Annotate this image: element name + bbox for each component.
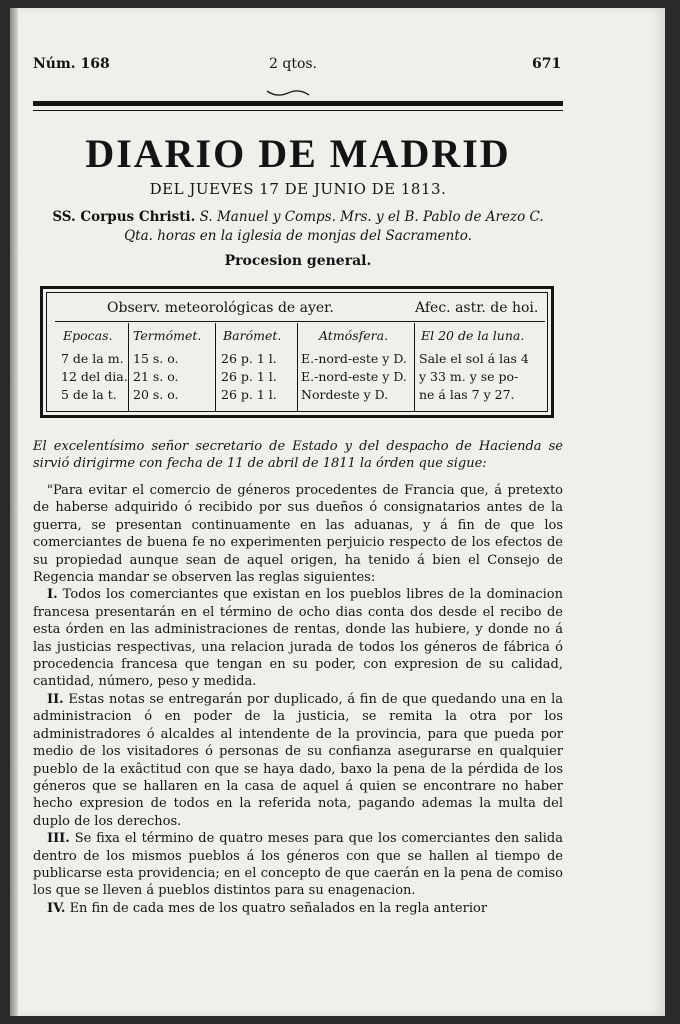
cell-barometro: 26 p. 1 l.: [221, 369, 277, 384]
cell-termometro: 15 s. o.: [133, 351, 179, 366]
ornament-swash-icon: [265, 88, 311, 98]
newspaper-page: [10, 8, 665, 1016]
cell-atmosfera: Nordeste y D.: [301, 387, 389, 402]
cell-termometro: 20 s. o.: [133, 387, 179, 402]
cell-atmosfera: E.-nord-este y D.: [301, 351, 407, 366]
weather-table-inner: [46, 292, 548, 412]
page-spine: [10, 8, 18, 1016]
saints-line-1: [33, 208, 563, 227]
feast-name: SS. Corpus Christi.: [52, 209, 196, 225]
astro-heading: Afec. astr. de hoi.: [415, 300, 539, 316]
procession-notice: Procesion general.: [224, 253, 372, 269]
col-header-termometro: Termómet.: [133, 328, 202, 343]
header-rule-thin: [33, 110, 563, 111]
cell-astro: Sale el sol á las 4: [419, 351, 529, 366]
rule-numeral: III.: [47, 831, 70, 847]
col-divider: [215, 323, 216, 411]
cell-termometro: 21 s. o.: [133, 369, 179, 384]
rule-text: Todos los comerciantes que existan en los pueblos libres de la dominacion francesa presentarán en el término de ocho dias conta dos desde el recibo de esta órden en las administraciones de rentas, donde las hubiere, y donde no á las justicias respectivas, una relacion jurada de todos los géneros de fábrica ó procedencia francesa que tengan en su poder, con expresion de su calidad, cantidad, número, peso y medida.: [33, 587, 563, 690]
rule-paragraph: [33, 691, 563, 830]
saints-line-2: Qta. horas en la iglesia de monjas del Sacramento.: [124, 228, 472, 244]
dateline: DEL JUEVES 17 DE JUNIO DE 1813.: [149, 180, 447, 198]
cell-barometro: 26 p. 1 l.: [221, 351, 277, 366]
saints-names: S. Manuel y Comps. Mrs. y el B. Pablo de Arezo C.: [199, 209, 544, 225]
cell-epoca: 7 de la m.: [61, 351, 124, 366]
cell-epoca: 12 del dia.: [61, 369, 128, 384]
header-rule-thick: [33, 101, 563, 106]
page-number: 671: [532, 56, 562, 72]
article-intro: El excelentísimo señor secretario de Estado y del despacho de Hacienda se sirvió dirigirme con fecha de 11 de abril de 1811 la órden que sigue:: [33, 439, 563, 471]
article-body: [33, 482, 563, 917]
rule-numeral: II.: [47, 691, 64, 707]
col-header-atmosfera: Atmósfera.: [319, 328, 389, 343]
header-strip: [33, 8, 563, 108]
saints-of-day: [33, 208, 563, 246]
cell-atmosfera: E.-nord-este y D.: [301, 369, 407, 384]
rule-text: Se fixa el término de quatro meses para que los comerciantes den salida dentro de los mismos pueblos á los géneros con que se hallen al tiempo de publicarse esta providencia; en el concepto de que caerán en la pena de comiso los que se lleven á pueblos distintos para su enagenacion.: [33, 831, 563, 899]
masthead-title: DIARIO DE MADRID: [85, 131, 511, 176]
weather-heading: Observ. meteorológicas de ayer.: [107, 300, 334, 316]
col-header-epocas: Epocas.: [63, 328, 113, 343]
rule-paragraph: [33, 830, 563, 900]
article-preamble: "Para evitar el comercio de géneros procedentes de Francia que, á pretexto de haberse adquirido ó recibido por sus dueños ó consignatarios antes de la guerra, se presentan continuamente en las aduanas, y á fin de que los comerciantes de buena fe no experimenten perjuicio respecto de los efectos de su propiedad aunque sean de aquel origen, ha tenido á bien el Consejo de Regencia mandar se observen las reglas siguientes:: [33, 483, 563, 586]
col-divider: [414, 323, 415, 411]
rule-text: Estas notas se entregarán por duplicado, á fin de que quedando una en la administracion ó en poder de la justicia, se remita la otra por los administradores ó alcaldes al intendente de la provincia, para que pueda por medio de los visitadores ó personas de su confianza asegurarse en qualquier pueblo de la exâctitud con que se haya dado, baxo la pena de la pérdida de los géneros que se hallaren en la casa de aquel á quien se encontrare no haber hecho expresion de todos en la referida nota, pagando ademas la multa del duplo de los derechos.: [33, 691, 563, 829]
cell-epoca: 5 de la t.: [61, 387, 117, 402]
cell-astro: y 33 m. y se po-: [419, 369, 519, 384]
rule-paragraph: [33, 900, 563, 917]
weather-table: [40, 286, 554, 418]
cell-barometro: 26 p. 1 l.: [221, 387, 277, 402]
rule-paragraph: [33, 586, 563, 690]
col-divider: [297, 323, 298, 411]
col-divider: [128, 323, 129, 411]
col-header-luna: El 20 de la luna.: [421, 328, 525, 343]
col-header-barometro: Barómet.: [223, 328, 282, 343]
rule-numeral: I.: [47, 587, 58, 603]
issue-number: Núm. 168: [33, 56, 110, 72]
weather-heading-rule: [55, 321, 545, 322]
rule-text: En fin de cada mes de los quatro señalados en la regla anterior: [69, 900, 488, 916]
rule-numeral: IV.: [47, 900, 66, 916]
cell-astro: ne á las 7 y 27.: [419, 387, 515, 402]
issue-price: 2 qtos.: [269, 56, 318, 72]
page-content: [33, 8, 563, 916]
